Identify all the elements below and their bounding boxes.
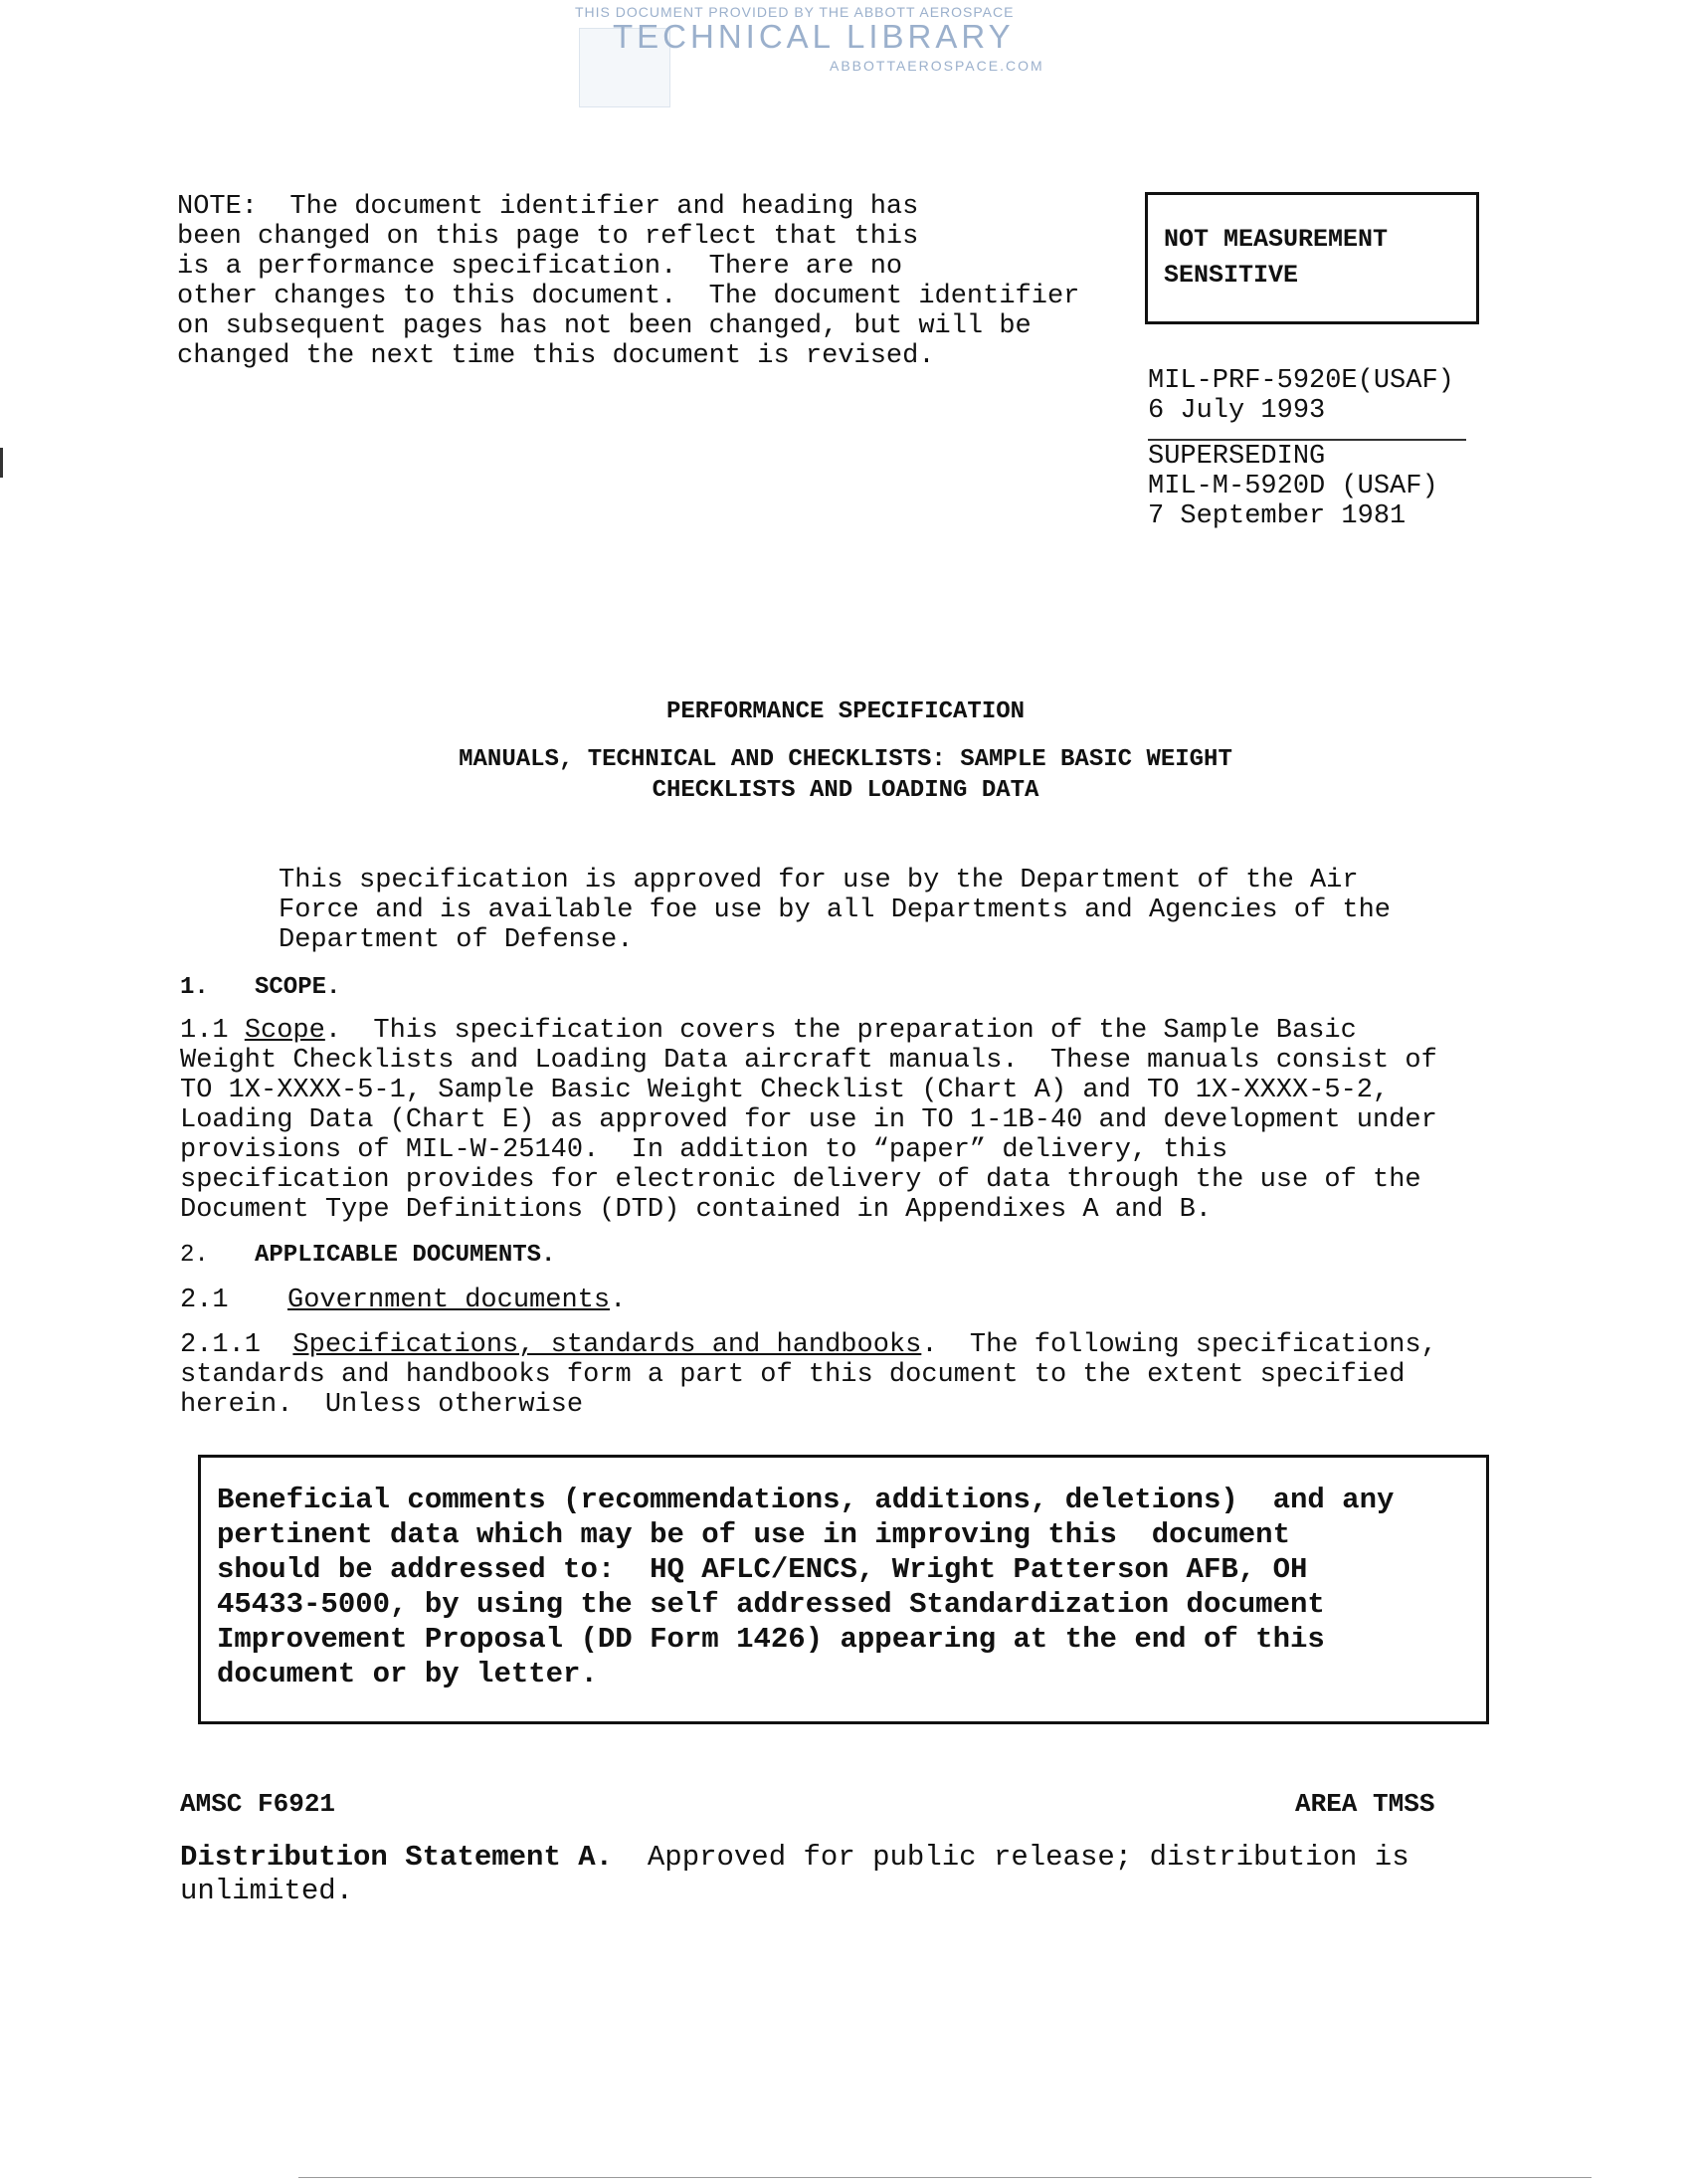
comment-line: 45433-5000, by using the self addressed Standardization document: [217, 1588, 1325, 1621]
note-line: been changed on this page to reflect that this: [177, 222, 919, 252]
approval-line: Department of Defense.: [279, 925, 634, 955]
superseded-identifier: MIL-M-5920D (USAF): [1148, 472, 1438, 501]
divider: [1148, 439, 1466, 441]
paragraph-line: provisions of MIL-W-25140. In addition to “paper” delivery, this: [180, 1135, 1228, 1165]
section-title: Specifications, standards and handbooks: [292, 1330, 922, 1360]
superseding-label: SUPERSEDING: [1148, 442, 1326, 472]
paragraph-line: Loading Data (Chart E) as approved for use in TO 1-1B-40 and development under: [180, 1105, 1437, 1135]
note-line: NOTE: The document identifier and heading has: [177, 192, 919, 222]
scan-edge: [298, 2177, 1592, 2178]
section-1-number: 1.: [180, 974, 209, 1001]
section-title-period: .: [610, 1286, 627, 1315]
document-identifier: MIL-PRF-5920E(USAF): [1148, 366, 1454, 396]
beneficial-comments-box: [198, 1455, 1489, 1724]
section-1-1: [180, 1016, 1437, 1225]
spec-title-line2: CHECKLISTS AND LOADING DATA: [652, 777, 1039, 804]
paragraph-line: standards and handbooks form a part of this document to the extent specified: [180, 1360, 1406, 1390]
section-2-1-1: [180, 1330, 1437, 1420]
scan-mark: [0, 448, 3, 478]
distribution-text: unlimited.: [180, 1875, 354, 1907]
distribution-text: Approved for public release; distribution is: [613, 1841, 1409, 1874]
note-line: on subsequent pages has not been changed, but will be: [177, 311, 1032, 341]
superseded-date: 7 September 1981: [1148, 501, 1407, 531]
note-line: is a performance specification. There are no: [177, 252, 903, 282]
paragraph-line: . The following specifications,: [921, 1330, 1437, 1360]
comment-line: pertinent data which may be of use in improving this document: [217, 1518, 1290, 1551]
section-2-title: APPLICABLE DOCUMENTS.: [255, 1242, 556, 1269]
comment-line: Improvement Proposal (DD Form 1426) appearing at the end of this: [217, 1623, 1325, 1656]
paragraph-line: Document Type Definitions (DTD) contained in Appendixes A and B.: [180, 1195, 1212, 1225]
measurement-line: SENSITIVE: [1164, 261, 1299, 290]
watermark-provided-by: THIS DOCUMENT PROVIDED BY THE ABBOTT AEROSPACE: [575, 4, 1015, 20]
approval-statement: [279, 866, 1391, 955]
section-title: Government documents: [287, 1286, 611, 1315]
amsc-code: AMSC F6921: [180, 1789, 336, 1819]
paragraph-line: specification provides for electronic delivery of data through the use of the: [180, 1165, 1421, 1195]
approval-line: This specification is approved for use by the Department of the Air: [279, 866, 1359, 895]
paragraph-line: Weight Checklists and Loading Data aircraft manuals. These manuals consist of: [180, 1046, 1437, 1076]
section-title: Scope: [244, 1016, 325, 1046]
measurement-line: NOT MEASUREMENT: [1164, 225, 1389, 254]
approval-line: Force and is available foe use by all Departments and Agencies of the: [279, 895, 1391, 925]
paragraph-line: TO 1X-XXXX-5-1, Sample Basic Weight Checklist (Chart A) and TO 1X-XXXX-5-2,: [180, 1076, 1390, 1105]
measurement-sensitivity-box: [1145, 192, 1479, 324]
section-number: 1.1: [180, 1016, 229, 1046]
comment-line: document or by letter.: [217, 1658, 598, 1690]
watermark-url: ABBOTTAEROSPACE.COM: [830, 58, 1044, 74]
paragraph-line: herein. Unless otherwise: [180, 1390, 584, 1420]
comment-line: Beneficial comments (recommendations, additions, deletions) and any: [217, 1484, 1395, 1516]
watermark-title: TECHNICAL LIBRARY: [613, 18, 1015, 55]
distribution-label: Distribution Statement A.: [180, 1841, 614, 1874]
document-date: 6 July 1993: [1148, 396, 1326, 426]
spec-title-line1: MANUALS, TECHNICAL AND CHECKLISTS: SAMPLE BASIC WEIGHT: [459, 746, 1232, 773]
note-line: other changes to this document. The document identifier: [177, 282, 1080, 311]
section-2-number: 2.: [180, 1242, 209, 1269]
change-note: [177, 192, 1079, 371]
section-number: 2.1.1: [180, 1330, 262, 1360]
comment-line: should be addressed to: HQ AFLC/ENCS, Wright Patterson AFB, OH: [217, 1553, 1308, 1586]
section-2-1-title: [287, 1286, 626, 1315]
paragraph-line: . This specification covers the preparation of the Sample Basic: [324, 1016, 1357, 1046]
area-code: AREA TMSS: [1295, 1789, 1435, 1819]
section-2-1-number: 2.1: [180, 1286, 229, 1315]
distribution-statement: [180, 1841, 1409, 1908]
section-1-title: SCOPE.: [255, 974, 341, 1001]
spec-type-heading: PERFORMANCE SPECIFICATION: [665, 698, 1026, 725]
note-line: changed the next time this document is revised.: [177, 341, 935, 371]
